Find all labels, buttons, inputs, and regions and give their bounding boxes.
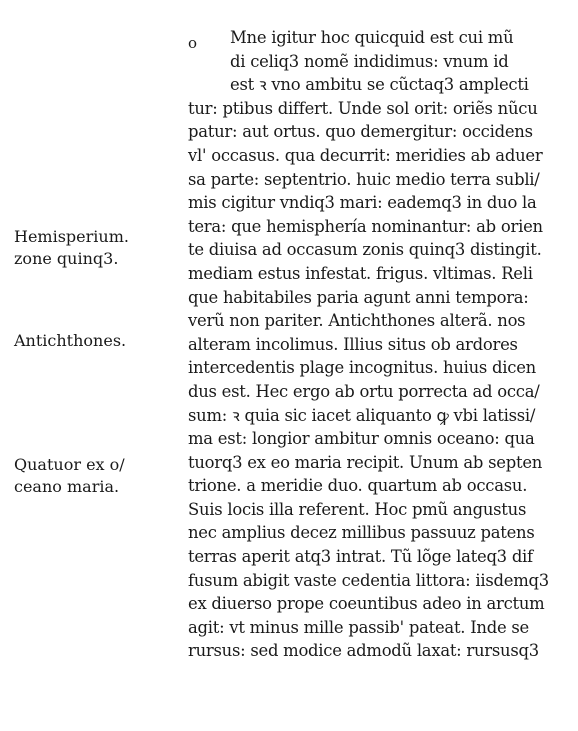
text-line: tera: que hemisphería nominantur: ab orien [188, 216, 543, 236]
text-line: dus est. Hec ergo ab ortu porrecta ad occa/ [188, 381, 540, 401]
text-line: vl' occasus. qua decurrit: meridies ab aduer [188, 145, 543, 165]
margin-note-hemisperium [14, 226, 129, 270]
text-line: mis cigitur vndiq3 mari: eademq3 in duo la [188, 193, 537, 213]
text-line: que habitabiles paria agunt anni tempora: [188, 287, 529, 307]
margin-note-quatuor-maria [14, 454, 125, 498]
text-line: ex diuerso prope coeuntibus adeo in arctum [188, 594, 545, 614]
text-line: di celiq3 nomẽ indidimus: vnum id [230, 51, 509, 71]
text-line: patur: aut ortus. quo demergitur: occidens [188, 122, 533, 142]
text-line: terras aperit atq3 intrat. Tũ lõge lateq3 dif [188, 547, 533, 567]
text-line: intercedentis plage incognitus. huius dicen [188, 358, 536, 378]
margin-note-line: ceano maria. [14, 477, 120, 496]
text-line: Mne igitur hoc quicquid est cui mũ [230, 28, 514, 47]
main-text-column [188, 26, 572, 663]
text-line: trione. a meridie duo. quartum ab occasu. [188, 476, 528, 496]
text-line: verũ non pariter. Antichthones alterã. nos [188, 311, 526, 331]
text-line: sa parte: septentrio. huic medio terra subli/ [188, 169, 540, 189]
text-line: est ꝛ vno ambitu se cũctaq3 amplecti [230, 75, 529, 95]
margin-note-line: zone quinq3. [14, 249, 119, 268]
text-line: tur: ptibus differt. Unde sol orit: oriẽs nũcu [188, 98, 538, 118]
text-line: ma est: longior ambitur omnis oceano: qua [188, 429, 535, 449]
text-line: rursus: sed modice admodũ laxat: rursusq3 [188, 641, 539, 661]
margin-note-line: Antichthones. [14, 331, 127, 350]
text-line: agit: vt minus mille passib' pateat. Inde se [188, 617, 529, 637]
margin-note-line: Quatuor ex o/ [14, 455, 125, 474]
text-line: tuorq3 ex eo maria recipit. Unum ab septen [188, 452, 543, 472]
text-line: nec amplius decez millibus passuuz patens [188, 523, 535, 543]
text-line: te diuisa ad occasum zonis quinq3 distingit. [188, 240, 542, 260]
text-line: alteram incolimus. Illius situs ob ardores [188, 334, 518, 354]
text-line: Suis locis illa referent. Hoc pmũ angustus [188, 499, 527, 519]
section-marker: o [188, 34, 198, 52]
text-line: fusum abigit vaste cedentia littora: iisdemq3 [188, 570, 549, 590]
text-line: sum: ꝛ quia sic iacet aliquanto ꝙ vbi latissi/ [188, 405, 536, 425]
margin-note-antichthones [14, 330, 126, 352]
text-line: mediam estus infestat. frigus. vltimas. Reli [188, 263, 533, 283]
margin-note-line: Hemisperium. [14, 227, 129, 246]
